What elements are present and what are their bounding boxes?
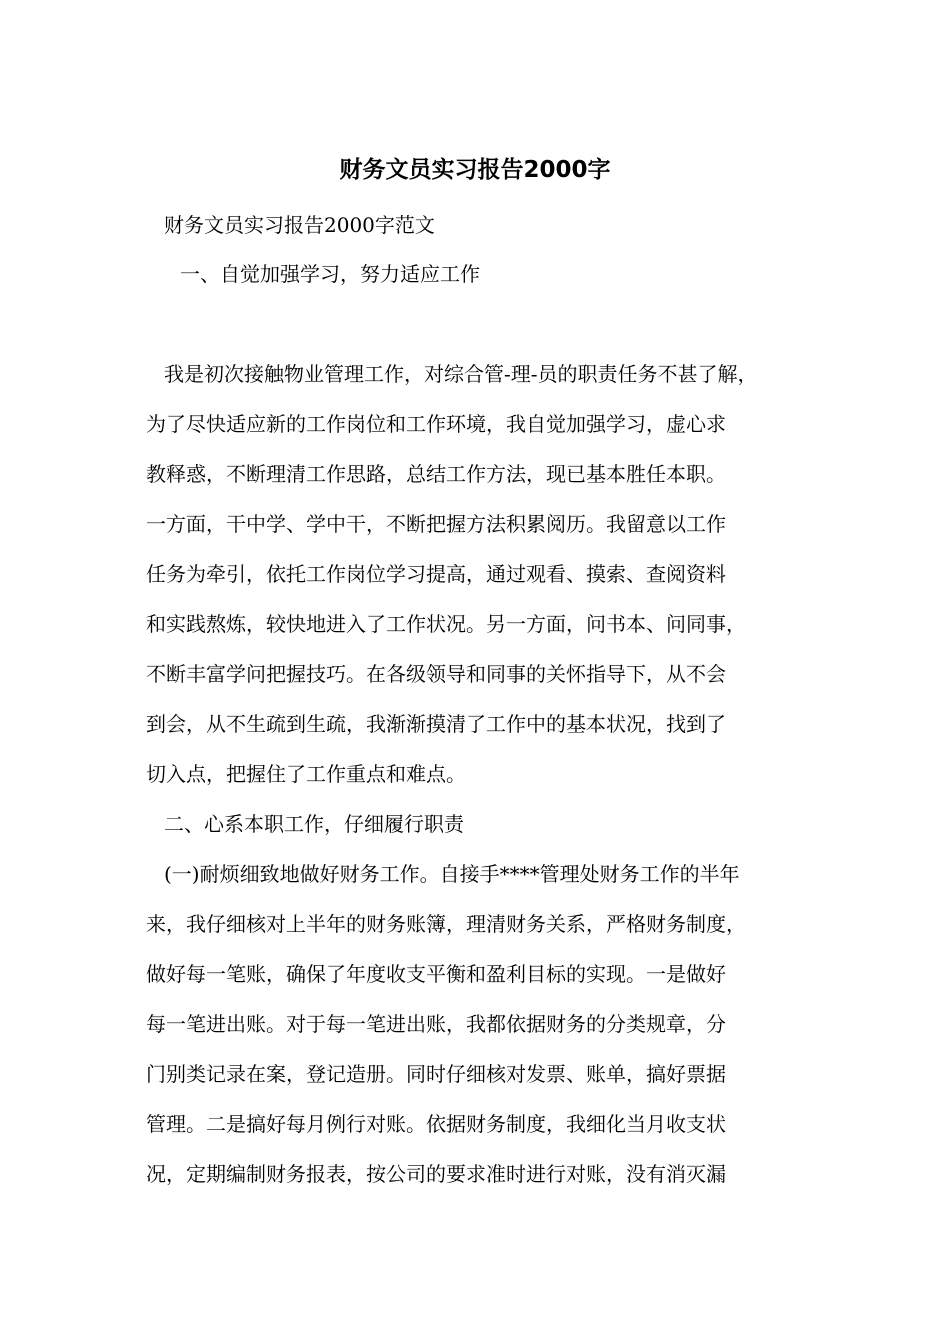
paragraph-1-line: 为了尽快适应新的工作岗位和工作环境，我自觉加强学习，虚心求 xyxy=(146,412,726,436)
paragraph-1-line: 切入点，把握住了工作重点和难点。 xyxy=(146,762,466,786)
section-heading-2: 二、心系本职工作，仔细履行职责 xyxy=(164,812,464,836)
paragraph-2-line: 况，定期编制财务报表，按公司的要求准时进行对账，没有消灭漏 xyxy=(146,1162,726,1186)
paragraph-2-line: (一)耐烦细致地做好财务工作。自接手****管理处财务工作的半年 xyxy=(164,862,740,886)
paragraph-1-line: 一方面，干中学、学中干，不断把握方法积累阅历。我留意以工作 xyxy=(146,512,726,536)
paragraph-1-line: 和实践熬炼，较快地进入了工作状况。另一方面，问书本、问同事， xyxy=(146,612,746,636)
paragraph-2-line: 门别类记录在案，登记造册。同时仔细核对发票、账单，搞好票据 xyxy=(146,1062,726,1086)
paragraph-1-line: 我是初次接触物业管理工作，对综合管-理-员的职责任务不甚了解， xyxy=(164,362,758,386)
section-heading-1: 一、自觉加强学习，努力适应工作 xyxy=(180,262,480,286)
paragraph-1-line: 到会，从不生疏到生疏，我渐渐摸清了工作中的基本状况，找到了 xyxy=(146,712,726,736)
paragraph-2-line: 做好每一笔账，确保了年度收支平衡和盈利目标的实现。一是做好 xyxy=(146,962,726,986)
paragraph-2-line: 管理。二是搞好每月例行对账。依据财务制度，我细化当月收支状 xyxy=(146,1112,726,1136)
document-title: 财务文员实习报告2000字 xyxy=(339,157,611,183)
paragraph-2-line: 来，我仔细核对上半年的财务账簿，理清财务关系，严格财务制度， xyxy=(146,912,746,936)
document-subtitle: 财务文员实习报告2000字范文 xyxy=(164,213,435,237)
paragraph-2-line: 每一笔进出账。对于每一笔进出账，我都依据财务的分类规章，分 xyxy=(146,1012,726,1036)
paragraph-1-line: 教释惑，不断理清工作思路，总结工作方法，现已基本胜任本职。 xyxy=(146,462,726,486)
paragraph-1-line: 不断丰富学问把握技巧。在各级领导和同事的关怀指导下，从不会 xyxy=(146,662,726,686)
paragraph-1-line: 任务为牵引，依托工作岗位学习提高，通过观看、摸索、查阅资料 xyxy=(146,562,726,586)
